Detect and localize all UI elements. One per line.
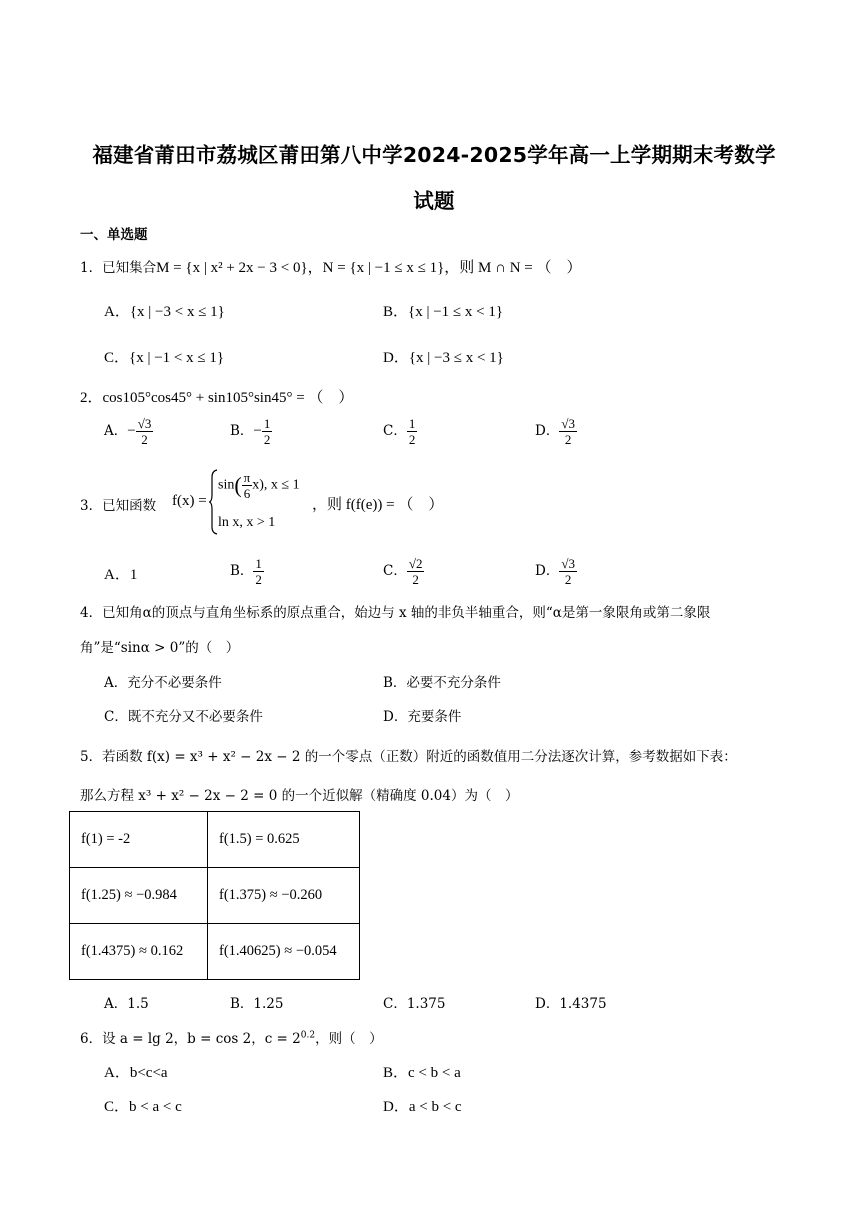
table-row [70,868,360,924]
question-6-stem-tail: ，则（ ） [315,1031,383,1047]
numerator: π [243,470,251,485]
denominator: 2 [263,432,271,447]
question-1-math: M = {x | x² + 2x − 3 < 0}，N = {x | −1 ≤ x ≤ 1}，则 M ∩ N = （ ） [156,260,582,276]
denominator: 2 [564,432,572,447]
fraction [262,416,273,447]
question-1-option-c: C．{x | −1 < x ≤ 1} [104,350,225,366]
question-4-stem-line-2: 角”是“sinα > 0”的（ ） [80,640,240,656]
exponent: 0.2 [300,1030,316,1041]
question-2-option-a [104,416,153,447]
fraction [407,416,418,447]
question-6-option-d: D．a < b < c [383,1099,462,1115]
question-3-prefix: 3．已知函数 [80,498,157,514]
denominator: 2 [408,432,416,447]
numerator: √3 [561,416,575,431]
table-cell: f(1.375) ≈ −0.260 [208,868,360,924]
case-1-tail: x), x ≤ 1 [252,477,300,493]
denominator: 2 [564,572,572,587]
option-label: A． [104,423,128,439]
table-cell: f(1) = -2 [70,812,208,868]
denominator: 2 [412,572,419,587]
table-row [70,812,360,868]
question-4-option-d: D．充要条件 [383,709,462,725]
question-1-option-b: B．{x | −1 ≤ x < 1} [383,304,504,320]
fraction [136,416,154,447]
question-2-option-d [535,416,577,447]
bisection-data-table [69,811,360,980]
option-label: B． [230,563,254,579]
question-1-stem [80,256,582,277]
option-label: B． [230,423,254,439]
question-4-option-a: A．充分不必要条件 [104,675,222,691]
question-4-option-b: B．必要不充分条件 [383,675,501,691]
question-5-stem-line-2: 那么方程 x³ + x² − 2x − 2 = 0 的一个近似解（精确度 0.04）为（ ） [80,788,519,804]
option-label: D． [535,563,560,579]
numerator: √2 [408,556,423,571]
minus-sign: − [127,423,136,439]
question-5-option-c: C．1.375 [383,996,446,1012]
option-label: C． [383,423,407,439]
numerator: √3 [137,416,152,431]
question-5-option-d: D．1.4375 [535,996,607,1012]
question-6-option-c: C．b < a < c [104,1099,182,1115]
question-5-option-b: B．1.25 [230,996,284,1012]
table-cell: f(1.5) = 0.625 [208,812,360,868]
question-2-stem: 2．cos105°cos45° + sin105°sin45° = （ ） [80,390,354,406]
question-3-fx: f(x) = [172,493,207,509]
question-5-stem-line-1: 5．若函数 f(x) = x³ + x² − 2x − 2 的一个零点（正数）附近的函数值用二分法逐次计算，参考数据如下表： [80,749,737,765]
table-row [70,924,360,980]
table-cell: f(1.40625) ≈ −0.054 [208,924,360,980]
question-1-prefix: 1．已知集合 [80,260,157,276]
page-title: 福建省莆田市荔城区莆田第八中学2024-2025学年高一上学期期末考数学 [92,143,776,167]
question-2-option-b [230,416,272,447]
question-1-option-d: D．{x | −3 ≤ x < 1} [383,350,504,366]
question-3-option-c [383,556,424,587]
question-2-option-c [383,416,417,447]
question-3-option-d [535,556,577,587]
page-title-continued: 试题 [413,189,455,213]
fraction [559,416,577,447]
question-3-suffix: ，则 f(f(e)) = （ ） [312,497,444,513]
numerator: 1 [255,556,262,571]
table-cell: f(1.25) ≈ −0.984 [70,868,208,924]
numerator: 1 [263,416,271,431]
question-1-option-a: A．{x | −3 < x ≤ 1} [104,304,225,320]
question-6-stem [80,1027,383,1047]
question-6-option-a: A．b<c<a [104,1065,168,1081]
fraction [242,470,253,501]
question-4-option-c: C．既不充分又不必要条件 [104,709,263,725]
option-label: C． [383,563,407,579]
question-6-stem-main: 6．设 a = lg 2，b = cos 2，c = 2 [80,1031,301,1047]
numerator: √3 [561,556,575,571]
option-label: D． [535,423,560,439]
fraction [407,556,425,587]
piecewise-case-2: ln x, x > 1 [218,515,276,530]
question-6-option-b: B．c < b < a [383,1065,461,1081]
denominator: 2 [255,572,262,587]
question-3-option-a: A．1 [104,567,138,583]
minus-sign: − [253,423,262,439]
table-cell: f(1.4375) ≈ 0.162 [70,924,208,980]
section-heading: 一、单选题 [80,227,148,243]
sin-function: sin [218,477,235,493]
denominator: 2 [141,432,148,447]
piecewise-case-1: sin( $\frac{\pi}{6}$ x), x ≤ 1 [218,470,300,501]
denominator: 6 [243,486,251,501]
question-3-option-b [230,556,264,587]
fraction [253,556,264,587]
question-5-option-a: A．1.5 [104,996,149,1012]
numerator: 1 [408,416,416,431]
fraction [559,556,577,587]
question-4-stem-line-1: 4．已知角α的顶点与直角坐标系的原点重合，始边与 x 轴的非负半轴重合，则“α是第一象限角或第二象限 [80,605,711,621]
